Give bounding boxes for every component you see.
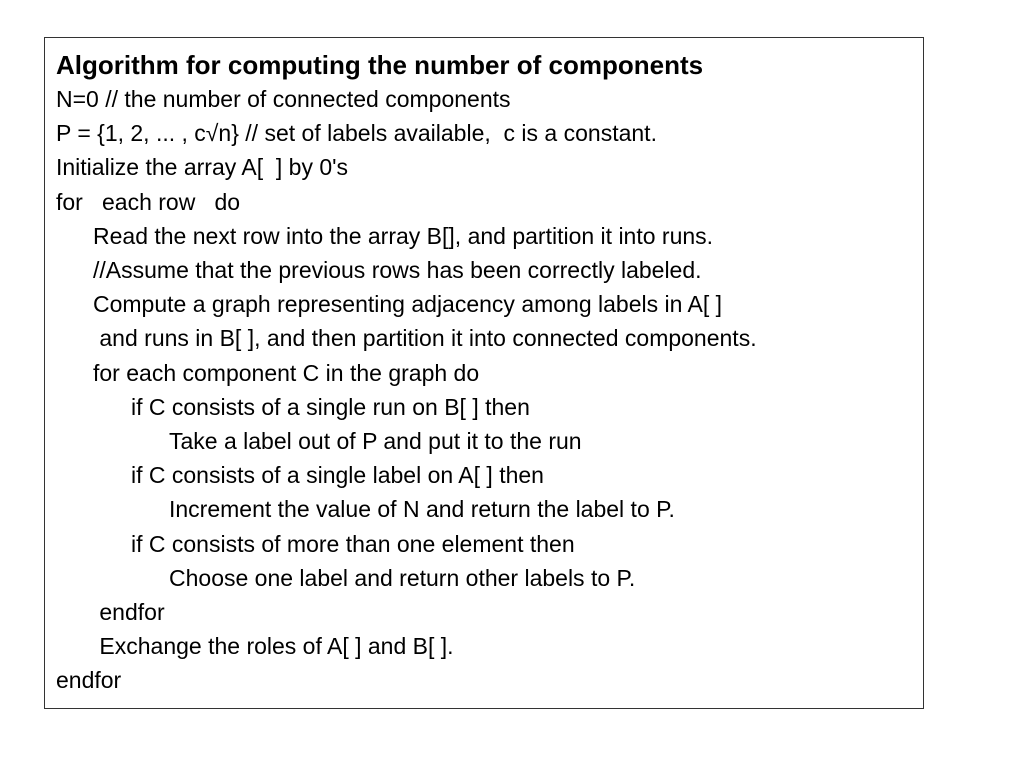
algorithm-line-counter-init: N=0 // the number of connected components xyxy=(56,86,511,112)
algorithm-line-for-each-row: for each row do xyxy=(56,188,241,215)
algorithm-line-for-each-component: for each component C in the graph do xyxy=(93,359,480,386)
algorithm-line-partition-graph: and runs in B[ ], and then partition it into connected components. xyxy=(93,325,757,352)
algorithm-box xyxy=(44,37,924,709)
algorithm-line-if-multiple: if C consists of more than one element then xyxy=(131,530,575,557)
algorithm-line-outer-endfor: endfor xyxy=(56,667,122,694)
algorithm-line-if-single-label: if C consists of a single label on A[ ] then xyxy=(131,462,544,489)
algorithm-title: Algorithm for computing the number of components xyxy=(56,50,704,80)
algorithm-line-exchange-roles: Exchange the roles of A[ ] and B[ ]. xyxy=(93,633,454,660)
algorithm-line-increment-n: Increment the value of N and return the label to P. xyxy=(169,496,675,523)
algorithm-line-label-set: P = {1, 2, ... , c√n} // set of labels available, c is a constant. xyxy=(56,120,657,147)
algorithm-line-assume-comment: //Assume that the previous rows has been correctly labeled. xyxy=(93,257,702,284)
algorithm-line-take-label: Take a label out of P and put it to the run xyxy=(169,428,582,455)
algorithm-line-compute-graph: Compute a graph representing adjacency among labels in A[ ] xyxy=(93,291,723,318)
algorithm-line-if-single-run: if C consists of a single run on B[ ] then xyxy=(131,393,530,420)
algorithm-line-choose-label: Choose one label and return other labels to P. xyxy=(169,564,636,591)
algorithm-line-read-row: Read the next row into the array B[], and partition it into runs. xyxy=(93,222,714,249)
algorithm-line-inner-endfor: endfor xyxy=(93,599,165,626)
algorithm-line-init-array: Initialize the array A[ ] by 0's xyxy=(56,154,349,181)
